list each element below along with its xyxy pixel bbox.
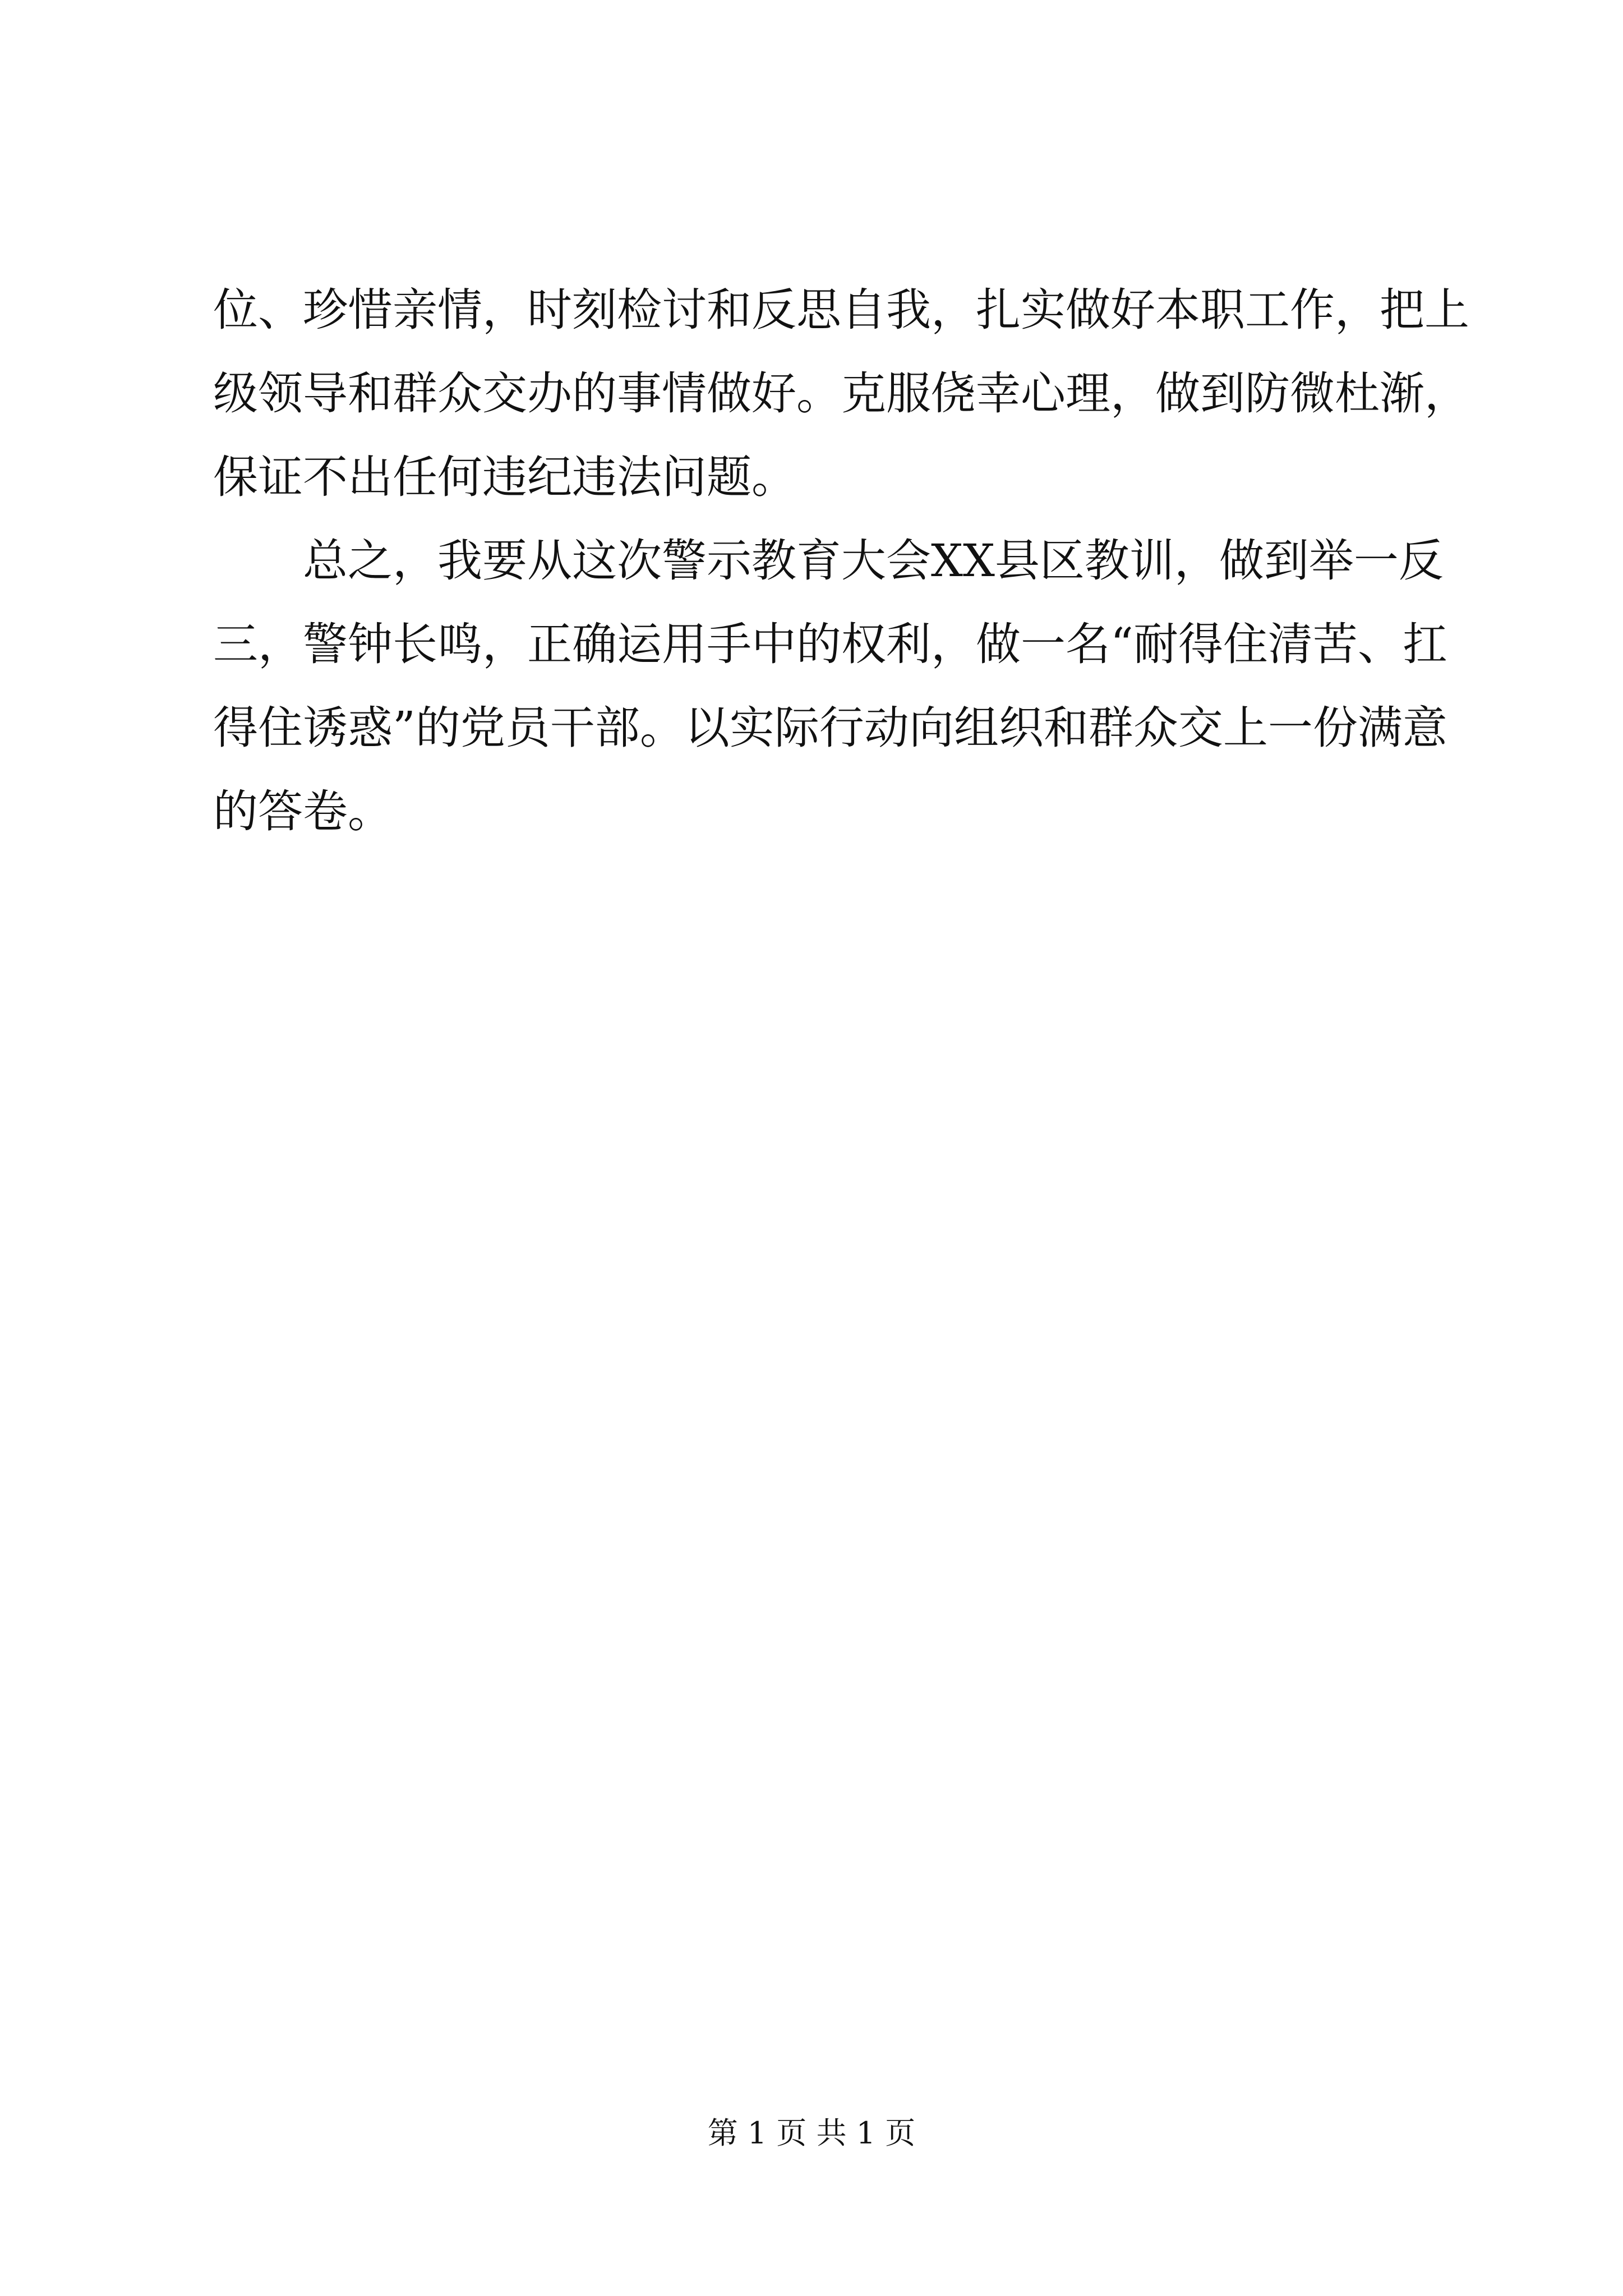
- paragraph-2: [213, 519, 1447, 853]
- paragraph-1: [213, 268, 1469, 519]
- paragraph-1-line-3: 保证不出任何违纪违法问题。: [213, 451, 796, 503]
- paragraph-2-line-2: 三，警钟长鸣，正确运用手中的权利，做一名“耐得住清苦、扛: [213, 618, 1447, 670]
- paragraph-1-line-1: 位、珍惜亲情，时刻检讨和反思自我，扎实做好本职工作，把上: [213, 284, 1469, 336]
- paragraph-1-line-2: 级领导和群众交办的事情做好。克服侥幸心理，做到防微杜渐，: [213, 367, 1469, 420]
- document-body: [213, 268, 1469, 853]
- paragraph-2-line-3: 得住诱惑”的党员干部。以实际行动向组织和群众交上一份满意: [213, 702, 1447, 754]
- paragraph-2-line-1: 总之，我要从这次警示教育大会XX县区教训，做到举一反: [213, 535, 1444, 587]
- page-number-footer: 第 1 页 共 1 页: [707, 2115, 916, 2151]
- paragraph-2-line-4: 的答卷。: [213, 785, 393, 838]
